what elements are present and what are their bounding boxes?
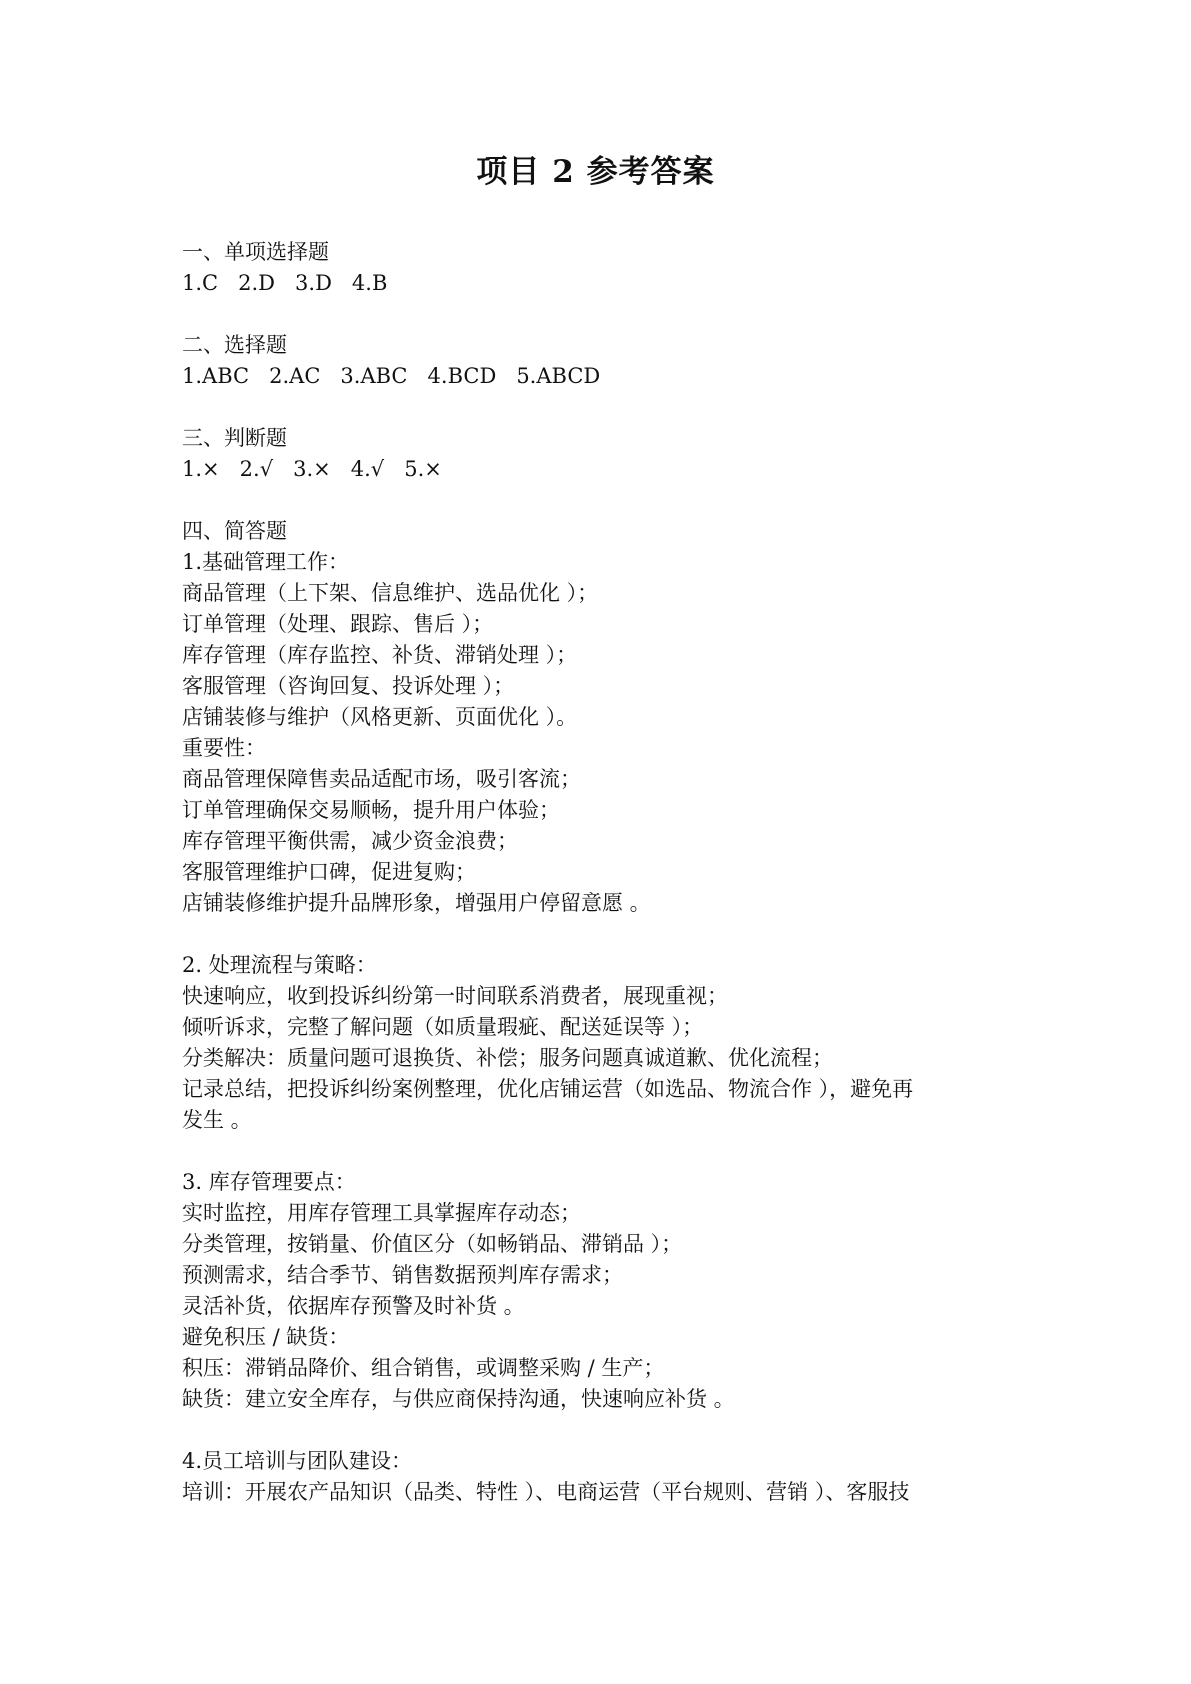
- text-line: 预测需求，结合季节、销售数据预判库存需求；: [182, 1263, 623, 1287]
- answer-line: 1.× 2.√ 3.× 4.√ 5.×: [182, 457, 442, 481]
- text-line: 订单管理确保交易顺畅，提升用户体验；: [182, 798, 560, 822]
- text-line: 灵活补货，依据库存预警及时补货 。: [182, 1294, 525, 1318]
- page-title: 项目 2 参考答案: [476, 154, 715, 190]
- text-line: 记录总结，把投诉纠纷案例整理，优化店铺运营（如选品、物流合作 ），避免再: [182, 1077, 914, 1101]
- text-line: 倾听诉求，完整了解问题（如质量瑕疵、配送延误等 ）；: [182, 1015, 704, 1039]
- spacer: [182, 485, 1042, 516]
- text-line: 快速响应，收到投诉纠纷第一时间联系消费者，展现重视；: [182, 984, 728, 1008]
- spacer: [182, 919, 1042, 950]
- text-line: 客服管理维护口碑，促进复购；: [182, 860, 476, 884]
- sub-label: 重要性：: [182, 736, 266, 760]
- text-line: 分类管理，按销量、价值区分（如畅销品、滞销品 ）；: [182, 1232, 683, 1256]
- question-label: 1.基础管理工作：: [182, 550, 350, 574]
- question-label: 4.员工培训与团队建设：: [182, 1449, 413, 1473]
- spacer: [182, 392, 1042, 423]
- question-label: 2. 处理流程与策略：: [182, 953, 377, 977]
- text-line: 发生 。: [182, 1108, 252, 1132]
- spacer: [182, 299, 1042, 330]
- section-heading: 三、判断题: [182, 426, 287, 450]
- answer-line: 1.C 2.D 3.D 4.B: [182, 271, 388, 295]
- text-line: 店铺装修维护提升品牌形象，增强用户停留意愿 。: [182, 891, 651, 915]
- section-heading: 四、简答题: [182, 519, 287, 543]
- spacer: [182, 1136, 1042, 1167]
- answer-line: 1.ABC 2.AC 3.ABC 4.BCD 5.ABCD: [182, 364, 601, 388]
- text-line: 实时监控，用库存管理工具掌握库存动态；: [182, 1201, 581, 1225]
- text-line: 缺货：建立安全库存，与供应商保持沟通，快速响应补货 。: [182, 1387, 735, 1411]
- answer-content: [182, 237, 1042, 1508]
- text-line: 客服管理（咨询回复、投诉处理 ）；: [182, 674, 515, 698]
- text-line: 培训：开展农产品知识（品类、特性 ）、电商运营（平台规则、营销 ）、客服技: [182, 1480, 910, 1504]
- section-heading: 一、单项选择题: [182, 240, 329, 264]
- text-line: 分类解决：质量问题可退换货、补偿；服务问题真诚道歉、优化流程；: [182, 1046, 833, 1070]
- text-line: 商品管理（上下架、信息维护、选品优化 ）；: [182, 581, 599, 605]
- section-heading: 二、选择题: [182, 333, 287, 357]
- question-label: 3. 库存管理要点：: [182, 1170, 356, 1194]
- text-line: 避免积压 / 缺货：: [182, 1325, 350, 1349]
- text-line: 商品管理保障售卖品适配市场，吸引客流；: [182, 767, 581, 791]
- text-line: 库存管理平衡供需，减少资金浪费；: [182, 829, 518, 853]
- text-line: 积压：滞销品降价、组合销售，或调整采购 / 生产；: [182, 1356, 665, 1380]
- text-line: 库存管理（库存监控、补货、滞销处理 ）；: [182, 643, 578, 667]
- spacer: [182, 1415, 1042, 1446]
- text-line: 店铺装修与维护（风格更新、页面优化 ）。: [182, 705, 578, 729]
- text-line: 订单管理（处理、跟踪、售后 ）；: [182, 612, 494, 636]
